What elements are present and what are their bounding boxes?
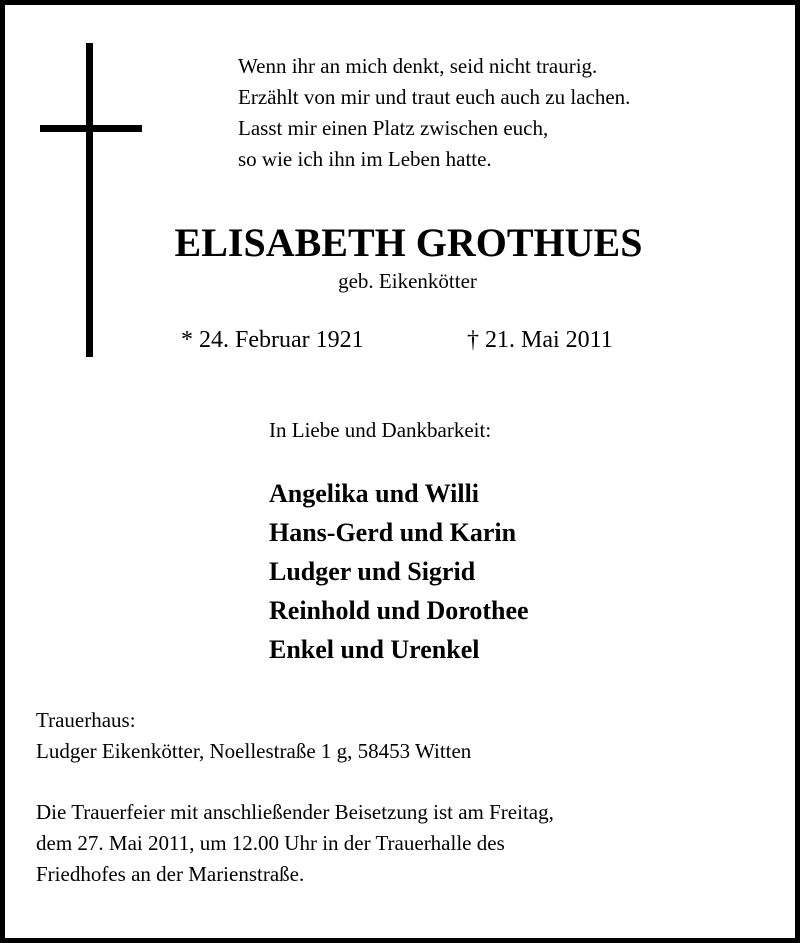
service-line: Friedhofes an der Marienstraße.: [36, 862, 305, 886]
cross-icon-crossbar: [40, 125, 142, 132]
family-list: [269, 474, 529, 669]
birth-name: geb. Eikenkötter: [338, 269, 477, 293]
family-member: Hans-Gerd und Karin: [269, 518, 517, 547]
cross-icon: [86, 43, 93, 357]
service-line: dem 27. Mai 2011, um 12.00 Uhr in der Trauerhalle des: [36, 831, 505, 855]
family-member: Ludger und Sigrid: [269, 557, 476, 586]
poem-line: Lasst mir einen Platz zwischen euch,: [238, 116, 549, 140]
service-line: Die Trauerfeier mit anschließender Beisetzung ist am Freitag,: [36, 800, 554, 824]
poem-line: Wenn ihr an mich denkt, seid nicht traurig.: [238, 54, 598, 78]
poem-line: Erzählt von mir und traut euch auch zu lachen.: [238, 85, 631, 109]
mourning-house-label: Trauerhaus:: [36, 708, 136, 732]
thanks-heading: In Liebe und Dankbarkeit:: [269, 418, 492, 442]
mourning-house: [36, 705, 471, 767]
poem: [238, 51, 630, 175]
death-date: † 21. Mai 2011: [467, 327, 613, 353]
family-member: Enkel und Urenkel: [269, 635, 480, 664]
birth-date: * 24. Februar 1921: [181, 327, 364, 353]
family-member: Reinhold und Dorothee: [269, 596, 529, 625]
funeral-service-info: [36, 797, 554, 890]
deceased-name: ELISABETH GROTHUES: [174, 220, 643, 265]
family-member: Angelika und Willi: [269, 479, 480, 508]
mourning-house-address: Ludger Eikenkötter, Noellestraße 1 g, 58453 Witten: [36, 739, 472, 763]
poem-line: so wie ich ihn im Leben hatte.: [238, 147, 492, 171]
